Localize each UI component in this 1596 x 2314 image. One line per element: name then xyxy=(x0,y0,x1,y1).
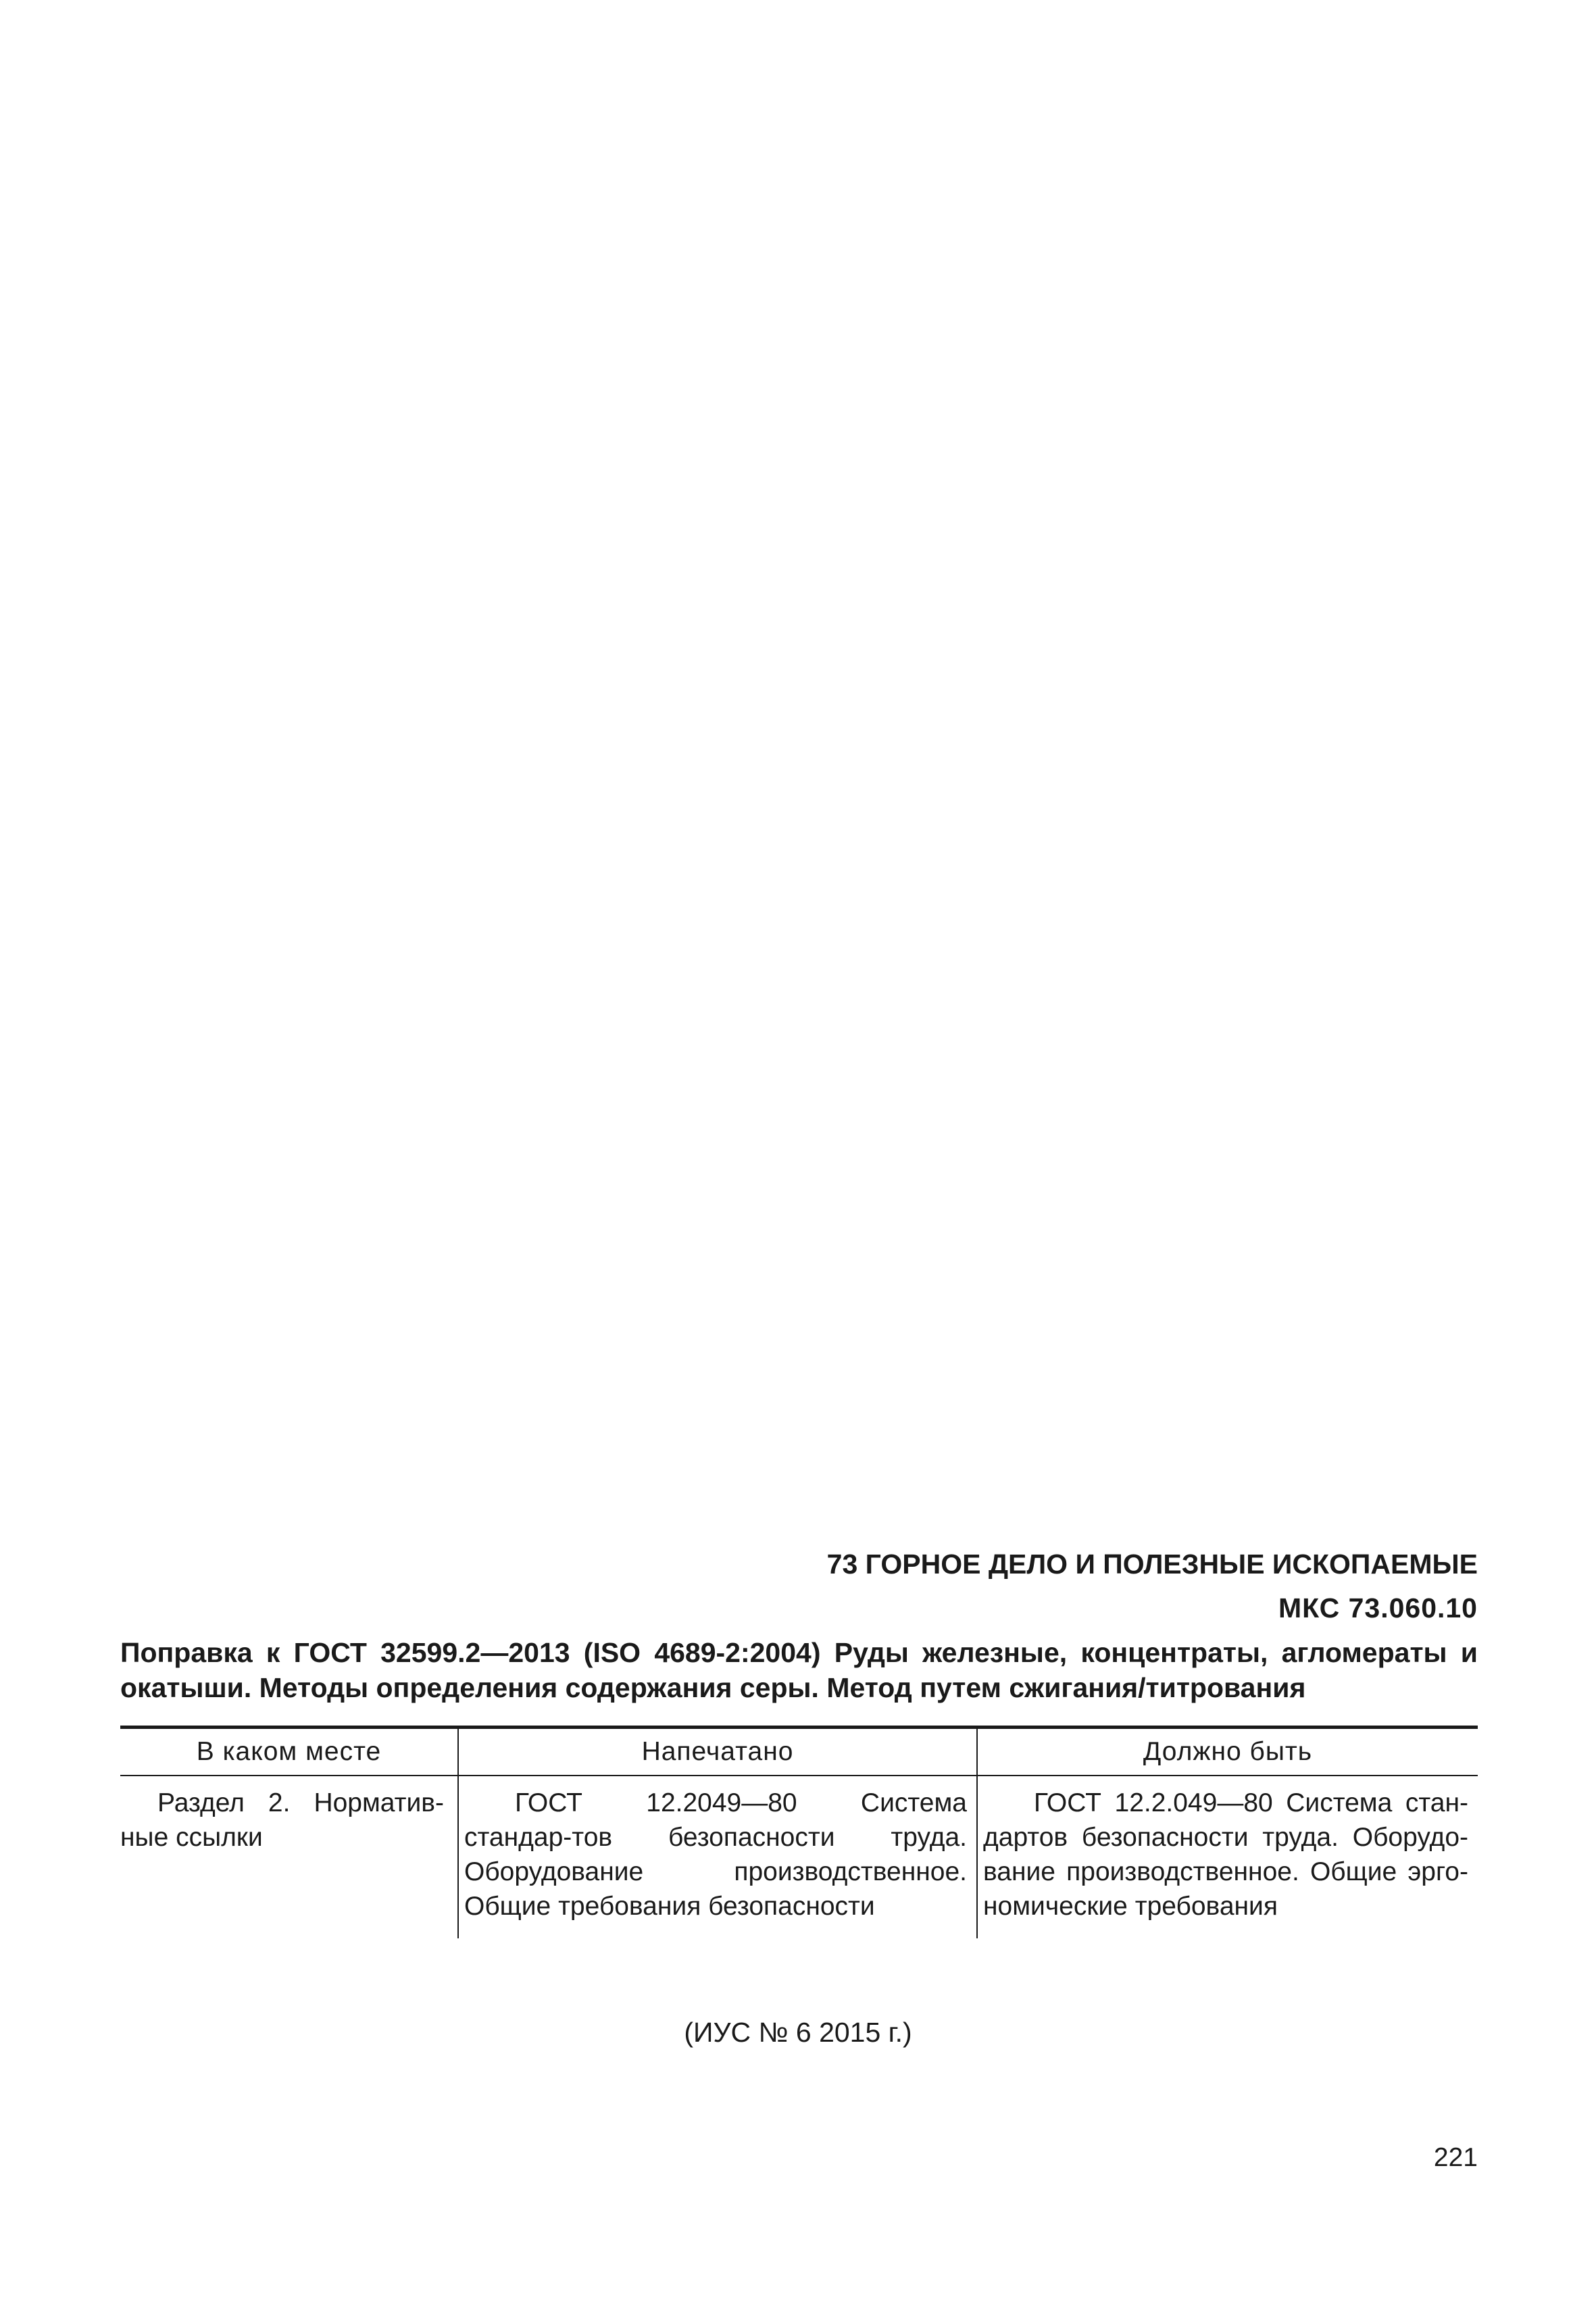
page-number: 221 xyxy=(1433,2143,1478,2172)
mks-code: МКС 73.060.10 xyxy=(1278,1592,1478,1624)
column-header-should-be: Должно быть xyxy=(977,1728,1478,1776)
section-heading: 73 ГОРНОЕ ДЕЛО И ПОЛЕЗНЫЕ ИСКОПАЕМЫЕ xyxy=(826,1549,1478,1580)
table-row xyxy=(120,1776,1478,1938)
cell-printed: ГОСТ 12.2049—80 Система стандар-тов безопасности труда. Оборудование производственное. Общие требования безопасности xyxy=(458,1776,977,1938)
cell-where: Раздел 2. Норматив-ные ссылки xyxy=(120,1788,444,1852)
amendment-title xyxy=(120,1635,1478,1705)
column-header-where: В каком месте xyxy=(120,1728,458,1776)
cell-should-be: ГОСТ 12.2.049—80 Система стан-дартов безопасности труда. Оборудо-вание производственное. Общие эрго-номические требования xyxy=(977,1776,1478,1938)
corrections-table xyxy=(120,1726,1478,1938)
table-header-row xyxy=(120,1728,1478,1776)
amendment-title-line-1: Поправка к ГОСТ 32599.2—2013 (ISO 4689-2:2004) Руды железные, концентраты, агломераты и xyxy=(120,1637,1478,1668)
column-header-printed: Напечатано xyxy=(458,1728,977,1776)
source-note: (ИУС № 6 2015 г.) xyxy=(684,2017,912,2048)
amendment-title-line-2: окатыши. Методы определения содержания серы. Метод путем сжигания/титрования xyxy=(120,1672,1306,1703)
